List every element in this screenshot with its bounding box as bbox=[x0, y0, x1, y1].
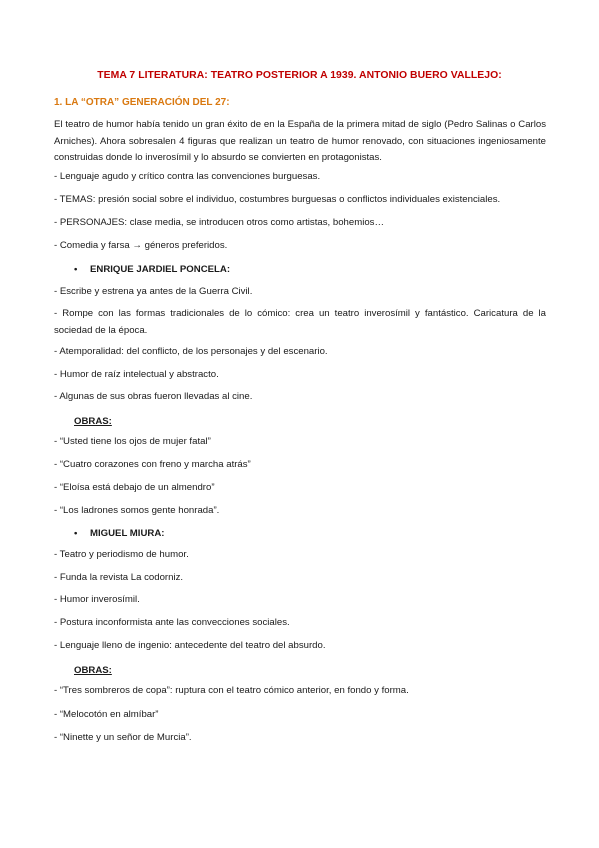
obra-item: - “Eloísa está debajo de un almendro” bbox=[54, 482, 215, 493]
general-point: - Lenguaje agudo y crítico contra las convenciones burguesas. bbox=[54, 171, 321, 182]
author-heading-miura bbox=[74, 528, 164, 539]
obra-item: - “Melocotón en almíbar” bbox=[54, 709, 159, 720]
author-point: - Atemporalidad: del conflicto, de los personajes y del escenario. bbox=[54, 346, 328, 357]
bullet-icon: • bbox=[74, 264, 78, 275]
obra-item: - “Cuatro corazones con freno y marcha atrás” bbox=[54, 459, 251, 470]
author-point: - Funda la revista La codorniz. bbox=[54, 572, 184, 583]
obra-item: - “Ninette y un señor de Murcia”. bbox=[54, 732, 192, 743]
bullet-icon: • bbox=[74, 528, 78, 539]
general-point: - Comedia y farsa → géneros preferidos. bbox=[54, 240, 228, 251]
author-point: - Algunas de sus obras fueron llevadas al cine. bbox=[54, 391, 253, 402]
document-title: TEMA 7 LITERATURA: TEATRO POSTERIOR A 1939. ANTONIO BUERO VALLEJO: bbox=[97, 70, 502, 81]
author-heading-jardiel bbox=[74, 264, 230, 275]
author-point: - Teatro y periodismo de humor. bbox=[54, 549, 189, 560]
author-point: - Escribe y estrena ya antes de la Guerra Civil. bbox=[54, 286, 253, 297]
author-point: - Postura inconformista ante las convecciones sociales. bbox=[54, 617, 290, 628]
author-point: - Humor inverosímil. bbox=[54, 594, 140, 605]
author-name: MIGUEL MIURA: bbox=[90, 528, 165, 539]
general-point: - TEMAS: presión social sobre el individuo, costumbres burguesas o conflictos individuales existenciales. bbox=[54, 194, 501, 205]
obra-item: - “Los ladrones somos gente honrada”. bbox=[54, 505, 220, 516]
author-point: - Humor de raíz intelectual y abstracto. bbox=[54, 369, 219, 380]
general-point: - PERSONAJES: clase media, se introducen otros como artistas, bohemios… bbox=[54, 217, 385, 228]
obra-item: - “Tres sombreros de copa”: ruptura con el teatro cómico anterior, en fondo y forma. bbox=[54, 685, 409, 696]
obra-item: - “Usted tiene los ojos de mujer fatal” bbox=[54, 436, 211, 447]
author-point: - Rompe con las formas tradicionales de lo cómico: crea un teatro inverosímil y fantástico. Caricatura de la sociedad de la época. bbox=[54, 308, 546, 336]
obras-heading: OBRAS: bbox=[74, 416, 112, 427]
obras-heading: OBRAS: bbox=[74, 665, 112, 676]
section-heading: 1. LA “OTRA” GENERACIÓN DEL 27: bbox=[54, 97, 230, 108]
author-name: ENRIQUE JARDIEL PONCELA: bbox=[90, 264, 231, 275]
author-point: - Lenguaje lleno de ingenio: antecedente del teatro del absurdo. bbox=[54, 640, 326, 651]
intro-paragraph: El teatro de humor había tenido un gran éxito de en la España de la primera mitad de siglo (Pedro Salinas o Carlos Arniches). Ahora sobresalen 4 figuras que realizan un teatro de humor renovado, con situaciones ingeniosamente construidas donde lo inverosímil y lo absurdo se convierten en protagonistas. bbox=[54, 119, 546, 164]
